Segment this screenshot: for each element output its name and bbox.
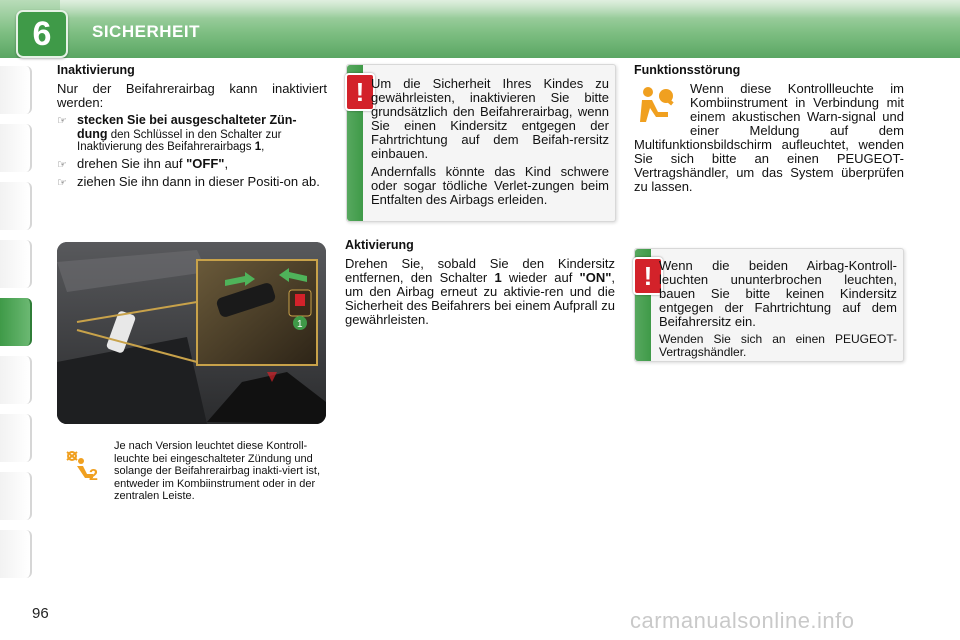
side-tab-3[interactable] <box>0 182 32 230</box>
aktivierung-section <box>345 238 615 331</box>
header-highlight <box>60 0 960 18</box>
step-1 <box>57 114 327 154</box>
inaktivierung-heading: Inaktivierung <box>57 63 135 77</box>
step-2-text: drehen Sie ihn auf <box>77 155 187 171</box>
step-1-end: , <box>261 141 265 153</box>
step-2-off-label: "OFF" <box>186 155 225 171</box>
airbag-lights-warning-box <box>634 248 904 362</box>
hand-pointer-icon: ☞ <box>57 158 67 171</box>
child-seat-warning-text-2: Andernfalls könnte das Kind schwere oder sogar tödliche Verlet-zungen beim Entfalten des Airbags erleiden. <box>371 164 609 207</box>
chapter-title: SICHERHEIT <box>92 22 200 41</box>
chapter-number-badge: 6 <box>16 10 68 58</box>
step-1-number: 1 <box>254 141 262 153</box>
side-tab-7[interactable] <box>0 356 32 404</box>
side-tab-6-active[interactable] <box>0 298 32 346</box>
inaktivierung-intro: Nur der Beifahrerairbag kann inaktiviert werden: <box>57 81 327 110</box>
on-label: "ON" <box>579 270 612 285</box>
side-tab-4[interactable] <box>0 240 32 288</box>
funktionsstoerung-heading: Funktionsstörung <box>634 63 741 77</box>
airbag-lights-warning-text-1: Wenn die beiden Airbag-Kontroll-leuchten ununterbrochen leuchten, bauen Sie bitte keinen Kindersitz entgegen der Fahrtrichtung auf dem Beifahrersitz ein. <box>659 258 897 329</box>
chapter-side-tabs <box>0 60 34 580</box>
hand-pointer-icon: ☞ <box>57 115 67 127</box>
svg-text:2: 2 <box>89 467 98 484</box>
warning-light-note: Je nach Version leuchtet diese Kontroll-leuchte bei eingeschalteter Zündung und solange der Beifahrerairbag inakti-viert ist, entweder im Kombiinstrument oder in der zentralen Leiste. <box>114 440 321 502</box>
watermark-text: carmanualsonline.info <box>630 608 855 633</box>
airbag-fault-warning-icon <box>634 82 684 132</box>
side-tab-2[interactable] <box>0 124 32 172</box>
side-tab-10[interactable] <box>0 530 32 578</box>
step-1-bold: stecken Sie bei ausgeschalteter Zün-dung <box>77 113 297 141</box>
funktionsstoerung-section <box>634 63 904 198</box>
side-tab-9[interactable] <box>0 472 32 520</box>
airbag-lights-warning-text-2: Wenden Sie sich an einen PEUGEOT-Vertragshändler. <box>659 332 897 359</box>
aktivierung-text: Drehen Sie, sobald Sie den Kindersitz entfernen, den Schalter 1 wieder auf "ON", um den Airbag erneut zu aktivie-ren und die Sicherheit des Beifahrers bei einem Aufprall zu gewährleisten. <box>345 256 615 327</box>
illustration-svg <box>57 242 326 424</box>
aktivierung-heading: Aktivierung <box>345 238 414 252</box>
page-number: 96 <box>32 605 49 622</box>
hand-pointer-icon: ☞ <box>57 176 67 189</box>
illustration-callout-number: 1 <box>297 319 303 330</box>
step-3 <box>57 175 327 190</box>
warning-exclamation-icon: ! <box>345 73 375 111</box>
step-2 <box>57 157 327 172</box>
warning-exclamation-icon: ! <box>633 257 663 295</box>
step-1-text: den Schlüssel in den Schalter zur Inaktivierung des Beifahrerairbags <box>77 128 282 153</box>
side-tab-8[interactable] <box>0 414 32 462</box>
airbag-switch-illustration <box>57 242 326 424</box>
side-tab-1[interactable] <box>0 66 32 114</box>
child-seat-warning-box <box>346 64 616 222</box>
step-3-text: ziehen Sie ihn dann in dieser Positi-on ab. <box>77 173 320 189</box>
step-2-end: , <box>224 155 229 171</box>
funktionsstoerung-text: Wenn diese Kontrollleuchte im Kombiinstrument in Verbindung mit einem akustischen Warn-signal und einer Meldung auf dem Multifunktionsbildschirm aufleuchtet, wenden Sie sich bitte an einen PEUGEOT-Vertragshändler, um das System überprüfen zu lassen. <box>634 81 904 194</box>
child-seat-warning-text-1: Um die Sicherheit Ihres Kindes zu gewährleisten, inaktivieren Sie bitte grundsätzlich den Beifahrerairbag, wenn Sie einen Kindersitz entgegen der Fahrtrichtung auf dem Beifah-rersitz einbauen. <box>371 76 609 161</box>
airbag-off-warning-icon <box>63 448 103 484</box>
left-column <box>57 63 327 193</box>
